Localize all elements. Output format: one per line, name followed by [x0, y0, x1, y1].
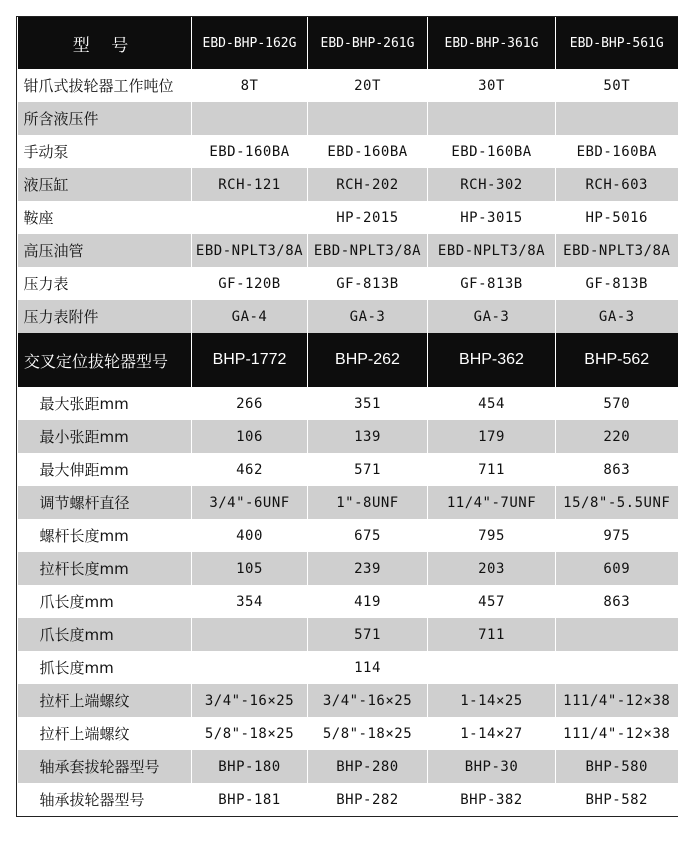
section2-header-model: BHP-562: [556, 333, 678, 387]
row-value: 571: [308, 453, 428, 486]
row-value: 30T: [428, 69, 556, 102]
row-value: 20T: [308, 69, 428, 102]
table-row: [18, 618, 678, 651]
row-value: 462: [192, 453, 308, 486]
row-value: [556, 102, 678, 135]
row-value: 11/4"-7UNF: [428, 486, 556, 519]
row-value: [192, 618, 308, 651]
row-value: 3/4"-16×25: [192, 684, 308, 717]
row-value: [192, 201, 308, 234]
table-row: [18, 585, 678, 618]
table-row: [18, 387, 678, 420]
row-value: 675: [308, 519, 428, 552]
row-value: RCH-603: [556, 168, 678, 201]
spec-table: [17, 17, 678, 816]
row-value: RCH-302: [428, 168, 556, 201]
row-value: 863: [556, 453, 678, 486]
table-row: [18, 135, 678, 168]
table-row: [18, 486, 678, 519]
row-value: 106: [192, 420, 308, 453]
row-value: 5/8"-18×25: [192, 717, 308, 750]
row-value: GF-813B: [308, 267, 428, 300]
row-label: 最大伸距mm: [18, 453, 192, 486]
row-value: 114: [308, 651, 428, 684]
row-value: 400: [192, 519, 308, 552]
table-row: [18, 651, 678, 684]
row-value: BHP-582: [556, 783, 678, 816]
row-label: 抓长度mm: [18, 651, 192, 684]
row-value: 354: [192, 585, 308, 618]
row-value: 457: [428, 585, 556, 618]
row-value: 3/4"-6UNF: [192, 486, 308, 519]
table-row: [18, 684, 678, 717]
row-value: 419: [308, 585, 428, 618]
row-value: 3/4"-16×25: [308, 684, 428, 717]
row-value: EBD-NPLT3/8A: [556, 234, 678, 267]
row-value: HP-2015: [308, 201, 428, 234]
row-value: EBD-NPLT3/8A: [428, 234, 556, 267]
row-label: 压力表: [18, 267, 192, 300]
row-value: BHP-30: [428, 750, 556, 783]
section1-header-model: EBD-BHP-162G: [192, 17, 308, 69]
row-value: EBD-160BA: [308, 135, 428, 168]
row-label: 爪长度mm: [18, 585, 192, 618]
row-value: BHP-382: [428, 783, 556, 816]
row-value: 15/8"-5.5UNF: [556, 486, 678, 519]
row-value: HP-5016: [556, 201, 678, 234]
row-label: 压力表附件: [18, 300, 192, 333]
table-row: [18, 234, 678, 267]
row-value: 795: [428, 519, 556, 552]
row-value: 111/4"-12×38: [556, 717, 678, 750]
row-label: 液压缸: [18, 168, 192, 201]
row-label: 拉杆长度mm: [18, 552, 192, 585]
row-value: 863: [556, 585, 678, 618]
row-value: 351: [308, 387, 428, 420]
row-value: [192, 651, 308, 684]
row-value: [308, 102, 428, 135]
row-value: 711: [428, 618, 556, 651]
spec-sheet: [16, 16, 678, 817]
row-value: GF-813B: [428, 267, 556, 300]
row-label: 最大张距mm: [18, 387, 192, 420]
row-label: 钳爪式拔轮器工作吨位: [18, 69, 192, 102]
table-row: [18, 717, 678, 750]
row-value: GA-3: [428, 300, 556, 333]
section2-header-model: BHP-362: [428, 333, 556, 387]
row-value: EBD-NPLT3/8A: [192, 234, 308, 267]
spec-table-body: [18, 17, 678, 816]
row-label: 最小张距mm: [18, 420, 192, 453]
table-row: [18, 201, 678, 234]
section1-header-model: EBD-BHP-361G: [428, 17, 556, 69]
table-row: [18, 300, 678, 333]
table-row: [18, 552, 678, 585]
table-row: [18, 750, 678, 783]
section2-header-row: [18, 333, 678, 387]
table-row: [18, 420, 678, 453]
row-value: 570: [556, 387, 678, 420]
table-row: [18, 267, 678, 300]
row-value: GF-813B: [556, 267, 678, 300]
row-value: BHP-180: [192, 750, 308, 783]
row-value: 239: [308, 552, 428, 585]
row-value: RCH-202: [308, 168, 428, 201]
row-label: 手动泵: [18, 135, 192, 168]
row-value: 203: [428, 552, 556, 585]
section2-header-label: 交叉定位拔轮器型号: [18, 333, 192, 387]
row-value: 1-14×27: [428, 717, 556, 750]
row-value: 179: [428, 420, 556, 453]
section1-header-row: [18, 17, 678, 69]
row-value: EBD-NPLT3/8A: [308, 234, 428, 267]
row-label: 调节螺杆直径: [18, 486, 192, 519]
section1-header-label: 型 号: [18, 17, 192, 69]
row-value: EBD-160BA: [192, 135, 308, 168]
row-value: GA-4: [192, 300, 308, 333]
row-label: 拉杆上端螺纹: [18, 717, 192, 750]
row-value: 975: [556, 519, 678, 552]
table-row: [18, 453, 678, 486]
section1-header-model: EBD-BHP-561G: [556, 17, 678, 69]
row-label: 拉杆上端螺纹: [18, 684, 192, 717]
row-value: 220: [556, 420, 678, 453]
row-value: EBD-160BA: [428, 135, 556, 168]
row-label: 高压油管: [18, 234, 192, 267]
table-row: [18, 783, 678, 816]
row-value: [428, 651, 556, 684]
row-value: 1"-8UNF: [308, 486, 428, 519]
row-label: 轴承拔轮器型号: [18, 783, 192, 816]
row-value: [192, 102, 308, 135]
row-value: EBD-160BA: [556, 135, 678, 168]
row-value: GF-120B: [192, 267, 308, 300]
row-value: 711: [428, 453, 556, 486]
row-value: 609: [556, 552, 678, 585]
section2-header-model: BHP-262: [308, 333, 428, 387]
row-value: 139: [308, 420, 428, 453]
row-value: 50T: [556, 69, 678, 102]
row-value: BHP-280: [308, 750, 428, 783]
row-value: [556, 651, 678, 684]
row-value: HP-3015: [428, 201, 556, 234]
row-value: BHP-282: [308, 783, 428, 816]
row-value: 8T: [192, 69, 308, 102]
table-row: [18, 519, 678, 552]
row-value: [556, 618, 678, 651]
row-value: [428, 102, 556, 135]
section1-header-model: EBD-BHP-261G: [308, 17, 428, 69]
row-value: 454: [428, 387, 556, 420]
row-label: 轴承套拔轮器型号: [18, 750, 192, 783]
section2-header-model: BHP-1772: [192, 333, 308, 387]
row-value: BHP-181: [192, 783, 308, 816]
row-label: 鞍座: [18, 201, 192, 234]
table-row: [18, 168, 678, 201]
row-value: GA-3: [308, 300, 428, 333]
row-value: 5/8"-18×25: [308, 717, 428, 750]
row-value: RCH-121: [192, 168, 308, 201]
row-value: 105: [192, 552, 308, 585]
table-row: [18, 69, 678, 102]
table-row: [18, 102, 678, 135]
row-value: 111/4"-12×38: [556, 684, 678, 717]
row-label: 所含液压件: [18, 102, 192, 135]
row-label: 螺杆长度mm: [18, 519, 192, 552]
row-value: GA-3: [556, 300, 678, 333]
row-value: 571: [308, 618, 428, 651]
row-value: 1-14×25: [428, 684, 556, 717]
row-value: 266: [192, 387, 308, 420]
row-value: BHP-580: [556, 750, 678, 783]
row-label: 爪长度mm: [18, 618, 192, 651]
